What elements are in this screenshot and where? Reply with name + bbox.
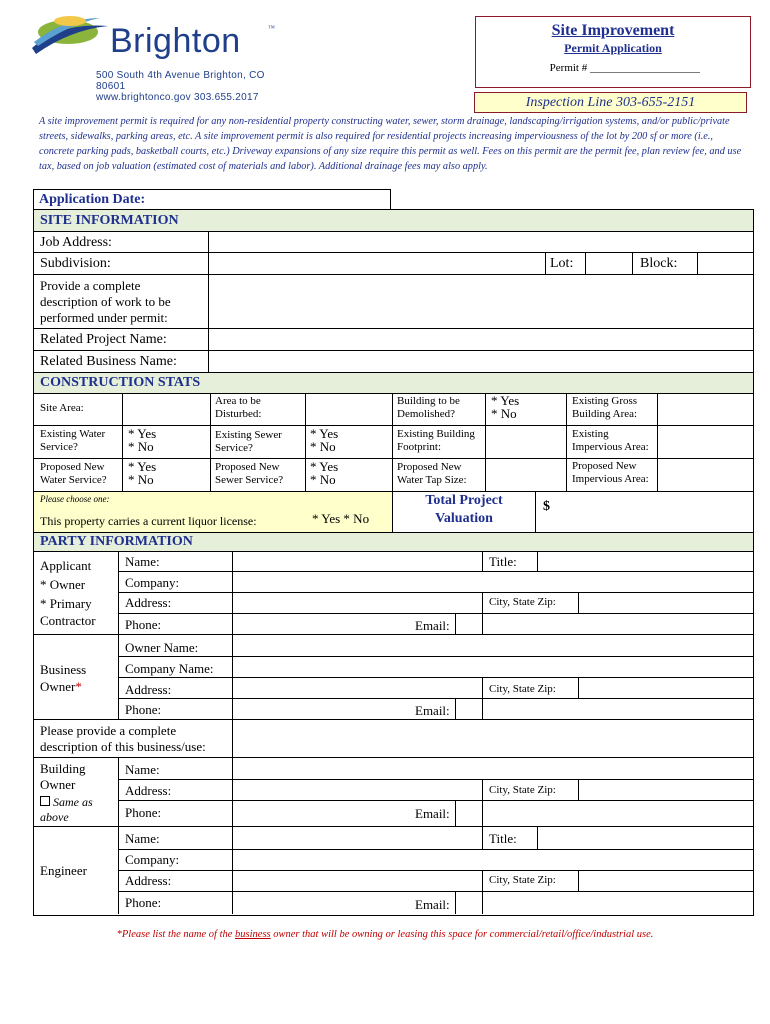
checkbox-icon[interactable] xyxy=(40,796,50,806)
existing-sewer-no[interactable]: * No xyxy=(310,439,336,454)
choose-one-label: Please choose one: xyxy=(40,494,110,504)
business-owner-title: Business xyxy=(40,662,87,677)
business-address-label: Address: xyxy=(125,682,172,697)
application-date-box[interactable] xyxy=(33,189,391,210)
building-city-label: City, State Zip: xyxy=(489,784,556,796)
subdivision-label: Subdivision: xyxy=(40,256,111,271)
applicant-email-label: Email: xyxy=(415,618,450,633)
same-as-above-option[interactable]: Same as xyxy=(40,795,93,810)
related-business-label: Related Business Name: xyxy=(40,354,177,369)
area-disturbed-label: Area to be Disturbed: xyxy=(215,395,262,420)
building-demolished-label: Building to be Demolished? xyxy=(397,395,460,420)
section-site-information: SITE INFORMATION xyxy=(34,210,753,232)
proposed-sewer-yes[interactable]: * Yes xyxy=(310,459,339,474)
inspection-line: Inspection Line 303-655-2151 xyxy=(525,95,696,110)
business-company-label: Company Name: xyxy=(125,661,214,676)
existing-footprint-label: Existing Building Footprint: xyxy=(397,428,475,453)
block-label: Block: xyxy=(640,256,678,271)
application-date-label: Application Date: xyxy=(39,192,146,207)
engineer-company-label: Company: xyxy=(125,852,180,867)
engineer-address-label: Address: xyxy=(125,873,172,888)
work-description-label: Provide a complete description of work to be performed under permit: xyxy=(40,278,171,325)
dollar-sign: $ xyxy=(543,499,550,514)
related-business-input[interactable] xyxy=(210,351,750,371)
business-phone-label: Phone: xyxy=(125,702,162,717)
engineer-city-label: City, State Zip: xyxy=(489,874,556,886)
total-valuation-label: Total Project Valuation xyxy=(425,493,503,526)
city-logo xyxy=(30,12,290,103)
form-subtitle: Permit Application xyxy=(564,41,662,55)
lot-label: Lot: xyxy=(550,256,574,271)
proposed-water-label: Proposed New Water Service? xyxy=(40,461,107,486)
applicant-phone-label: Phone: xyxy=(125,617,162,632)
building-owner-word: Owner xyxy=(40,777,76,792)
building-address-label: Address: xyxy=(125,783,172,798)
applicant-city-label: City, State Zip: xyxy=(489,596,556,608)
engineer-name-label: Name: xyxy=(125,831,160,846)
business-description-input[interactable] xyxy=(234,721,750,755)
site-area-label: Site Area: xyxy=(40,402,84,414)
related-project-label: Related Project Name: xyxy=(40,332,167,347)
total-valuation-input[interactable] xyxy=(555,494,750,530)
job-address-label: Job Address: xyxy=(40,235,112,250)
business-city-label: City, State Zip: xyxy=(489,683,556,695)
same-as-above-word: above xyxy=(40,810,69,824)
engineer-email-label: Email: xyxy=(415,897,450,912)
existing-impervious-label: Existing Impervious Area: xyxy=(572,428,649,453)
liquor-license-label: This property carries a current liquor license: xyxy=(40,514,257,528)
liquor-license-options[interactable]: * Yes * No xyxy=(312,511,370,526)
inspection-line-box xyxy=(474,92,747,113)
brighton-swoosh-icon xyxy=(30,12,110,62)
business-owner-word: Owner* xyxy=(40,679,82,694)
engineer-phone-label: Phone: xyxy=(125,895,162,910)
permit-number[interactable]: Permit # ____________________ xyxy=(549,62,700,74)
business-email-label: Email: xyxy=(415,703,450,718)
proposed-sewer-no[interactable]: * No xyxy=(310,472,336,487)
applicant-company-label: Company: xyxy=(125,575,180,590)
footnote-business: business xyxy=(235,929,271,940)
section-party-information: PARTY INFORMATION xyxy=(34,532,753,552)
building-owner-title: Building xyxy=(40,761,86,776)
applicant-name-label: Name: xyxy=(125,554,160,569)
existing-water-yes[interactable]: * Yes xyxy=(128,426,157,441)
existing-gross-label: Existing Gross Building Area: xyxy=(572,395,638,420)
applicant-owner-option[interactable]: * Owner xyxy=(40,577,86,592)
existing-sewer-label: Existing Sewer Service? xyxy=(215,429,282,454)
logo-address: 500 South 4th Avenue Brighton, CO 80601 www.brightonco.gov 303.655.2017 xyxy=(96,70,265,103)
existing-water-no[interactable]: * No xyxy=(128,439,154,454)
required-star: * xyxy=(75,679,82,694)
form-title: Site Improvement xyxy=(551,22,675,39)
existing-sewer-yes[interactable]: * Yes xyxy=(310,426,339,441)
applicant-contractor-label: Contractor xyxy=(40,613,96,628)
proposed-tap-label: Proposed New Water Tap Size: xyxy=(397,461,467,486)
intro-paragraph: A site improvement permit is required for any non-residential property constructing water, sewer, storm drainage, landscaping/irrigation systems, and/or public/private streets, sidewalks, parking areas, etc. A site improvement permit is also required for residential projects increasing imperviousness of the lot by 200 sf or more (i.e., concrete parking pads, basketball courts, etc.) Driveway expansions of any size require this permit as well. Fees on this permit are the permit fee, plan review fee, and use tax, based on job valuation (estimated cost of materials and labor). Additional drainage fees may also apply. xyxy=(39,116,742,172)
applicant-primary-option[interactable]: * Primary xyxy=(40,596,92,611)
proposed-water-yes[interactable]: * Yes xyxy=(128,459,157,474)
demolished-yes[interactable]: * Yes xyxy=(491,393,520,408)
related-project-input[interactable] xyxy=(210,329,750,349)
engineer-title-label: Title: xyxy=(489,831,517,846)
applicant-address-label: Address: xyxy=(125,595,172,610)
subdivision-input[interactable] xyxy=(210,253,543,273)
logo-text: Brighton xyxy=(110,22,241,60)
footnote: *Please list the name of the business owner that will be owning or leasing this space for commercial/retail/office/industrial use. xyxy=(116,929,654,940)
business-description-label: Please provide a complete description of this business/use: xyxy=(40,723,206,754)
demolished-no[interactable]: * No xyxy=(491,406,517,421)
existing-water-label: Existing Water Service? xyxy=(40,428,106,453)
work-description-input[interactable] xyxy=(210,275,750,327)
job-address-input[interactable] xyxy=(210,232,750,251)
building-phone-label: Phone: xyxy=(125,805,162,820)
trademark: ™ xyxy=(268,24,275,32)
building-email-label: Email: xyxy=(415,806,450,821)
applicant-title: Applicant xyxy=(40,558,92,573)
proposed-sewer-label: Proposed New Sewer Service? xyxy=(215,461,284,486)
title-box xyxy=(475,16,751,88)
proposed-impervious-label: Proposed New Impervious Area: xyxy=(572,460,649,485)
proposed-water-no[interactable]: * No xyxy=(128,472,154,487)
engineer-title: Engineer xyxy=(40,863,87,878)
applicant-title-label: Title: xyxy=(489,554,517,569)
section-construction-stats: CONSTRUCTION STATS xyxy=(34,372,753,394)
building-name-label: Name: xyxy=(125,762,160,777)
business-owner-name-label: Owner Name: xyxy=(125,640,199,655)
